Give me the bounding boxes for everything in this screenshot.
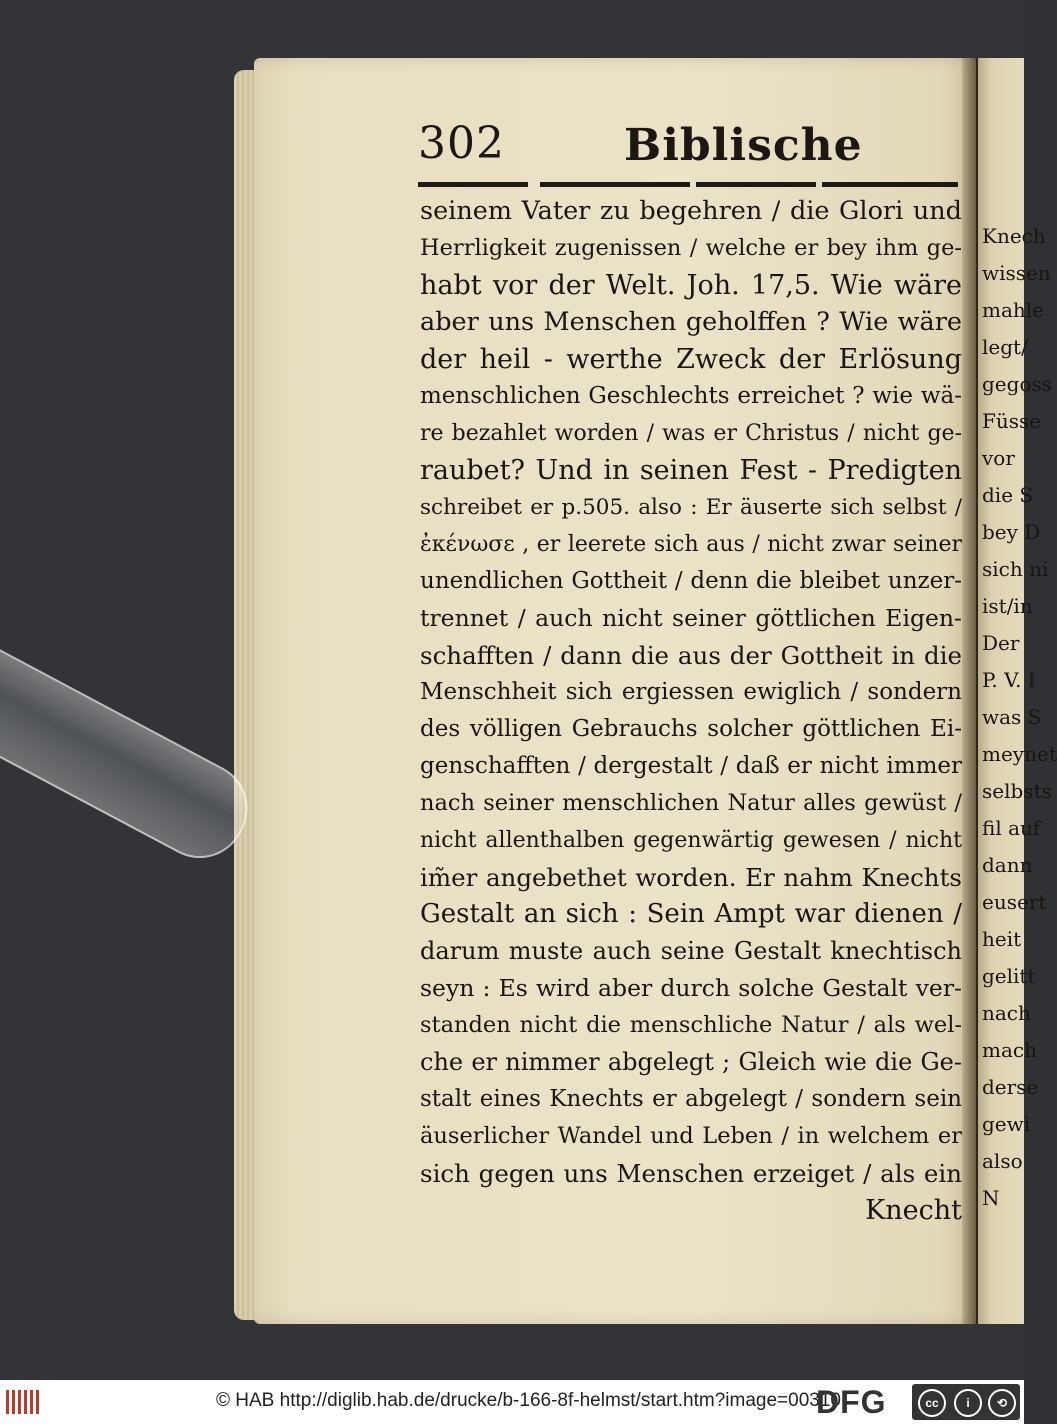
header-rule xyxy=(418,182,958,188)
facing-line: Knech xyxy=(982,224,1046,248)
copyright-link[interactable]: © HAB http://diglib.hab.de/drucke/b-166-8f-helmst/start.htm?image=00310 xyxy=(216,1390,841,1411)
facing-line: bey D xyxy=(982,520,1041,544)
cc-icon: cc xyxy=(918,1389,946,1417)
facing-line: fil auf xyxy=(982,816,1041,840)
dfg-logo: DFG xyxy=(816,1384,887,1420)
text-line: Gestalt an sich : Sein Ampt war dienen / xyxy=(420,899,962,929)
text-line: aber uns Menschen geholffen ? Wie wäre xyxy=(420,307,962,337)
facing-line: vor xyxy=(982,446,1015,470)
facing-line: eusert xyxy=(982,890,1047,914)
cc-license-badge[interactable] xyxy=(912,1384,1020,1420)
facing-line: gegoss xyxy=(982,372,1053,396)
text-line: che er nimmer abgelegt ; Gleich wie die Ge- xyxy=(420,1048,962,1076)
facing-line: N xyxy=(982,1186,1000,1210)
facing-line: heit xyxy=(982,927,1022,951)
text-line: genschafften / dergestalt / daß er nicht immer xyxy=(420,753,962,779)
text-line: menschlichen Geschlechts erreichet ? wie wä- xyxy=(420,383,962,409)
facing-line: nach xyxy=(982,1001,1031,1025)
text-line: stalt eines Knechts er abgelegt / sondern sein xyxy=(420,1086,962,1112)
running-head xyxy=(418,118,958,188)
facing-line: gelitt xyxy=(982,964,1036,988)
facing-page xyxy=(978,58,1057,1324)
text-line: nach seiner menschlichen Natur alles gewüst / xyxy=(420,790,962,816)
text-line: unendlichen Gottheit / denn die bleibet unzer- xyxy=(420,568,962,594)
text-line: darum muste auch seine Gestalt knechtisch xyxy=(420,937,962,965)
facing-line: selbsts xyxy=(982,779,1052,803)
text-line: äuserlicher Wandel und Leben / in welchem er xyxy=(420,1123,962,1149)
running-title: Biblische xyxy=(624,120,863,171)
text-line: schafften / dann die aus der Gottheit in die xyxy=(420,641,962,670)
facing-line: also xyxy=(982,1149,1023,1173)
facing-line: P. V. I xyxy=(982,668,1036,692)
text-line: sich gegen uns Menschen erzeiget / als ein xyxy=(420,1159,962,1188)
facing-line: Füsse xyxy=(982,409,1042,433)
text-line: habt vor der Welt. Joh. 17,5. Wie wäre xyxy=(420,270,962,301)
text-line: seinem Vater zu begehren / die Glori und xyxy=(420,196,962,226)
facing-line: wissen xyxy=(982,261,1051,285)
text-line: seyn : Es wird aber durch solche Gestalt ver- xyxy=(420,974,962,1002)
text-line: standen nicht die menschliche Natur / als wel- xyxy=(420,1012,962,1038)
facing-page-text xyxy=(982,218,1057,1217)
facing-line: legt/ xyxy=(982,335,1028,359)
text-line: der heil - werthe Zweck der Erlösung xyxy=(420,344,962,375)
facing-line: was S xyxy=(982,705,1042,729)
body-text xyxy=(420,193,962,1229)
text-line: nicht allenthalben gegenwärtig gewesen / nicht xyxy=(420,828,962,853)
facing-line: dann xyxy=(982,853,1033,877)
catchword: Knecht xyxy=(865,1195,962,1226)
facing-line: mahle xyxy=(982,298,1045,322)
text-line: im̃er angebethet worden. Er nahm Knechts xyxy=(420,863,962,892)
text-line: Herrligkeit zugenissen / welche er bey ihm ge- xyxy=(420,235,962,261)
barcode-icon xyxy=(6,1390,42,1414)
facing-line: ist/in xyxy=(982,594,1033,618)
attribution-icon: i xyxy=(954,1389,982,1417)
text-line: re bezahlet worden / was er Christus / nicht ge- xyxy=(420,421,962,446)
text-line: raubet? Und in seinen Fest - Predigten xyxy=(420,455,962,486)
share-alike-icon: ⟲ xyxy=(988,1389,1016,1417)
text-line: ἐκένωσε , er leerete sich aus / nicht zwar seiner xyxy=(420,532,962,557)
text-line: des völligen Gebrauchs solcher göttlichen Ei- xyxy=(420,716,962,742)
facing-line: gewi xyxy=(982,1112,1031,1136)
text-line: trennet / auch nicht seiner göttlichen Eigen- xyxy=(420,604,962,632)
viewer-footer xyxy=(0,1380,1024,1424)
facing-line: meynet xyxy=(982,742,1057,766)
text-line: schreibet er p.505. also : Er äuserte sich selbst / xyxy=(420,495,962,520)
page-number: 302 xyxy=(418,118,505,169)
facing-line: derse xyxy=(982,1075,1039,1099)
text-line: Menschheit sich ergiessen ewiglich / sondern xyxy=(420,679,962,705)
facing-line: mach xyxy=(982,1038,1037,1062)
facing-line: die S xyxy=(982,483,1034,507)
facing-line: Der xyxy=(982,631,1020,655)
facing-line: sich ni xyxy=(982,557,1049,581)
